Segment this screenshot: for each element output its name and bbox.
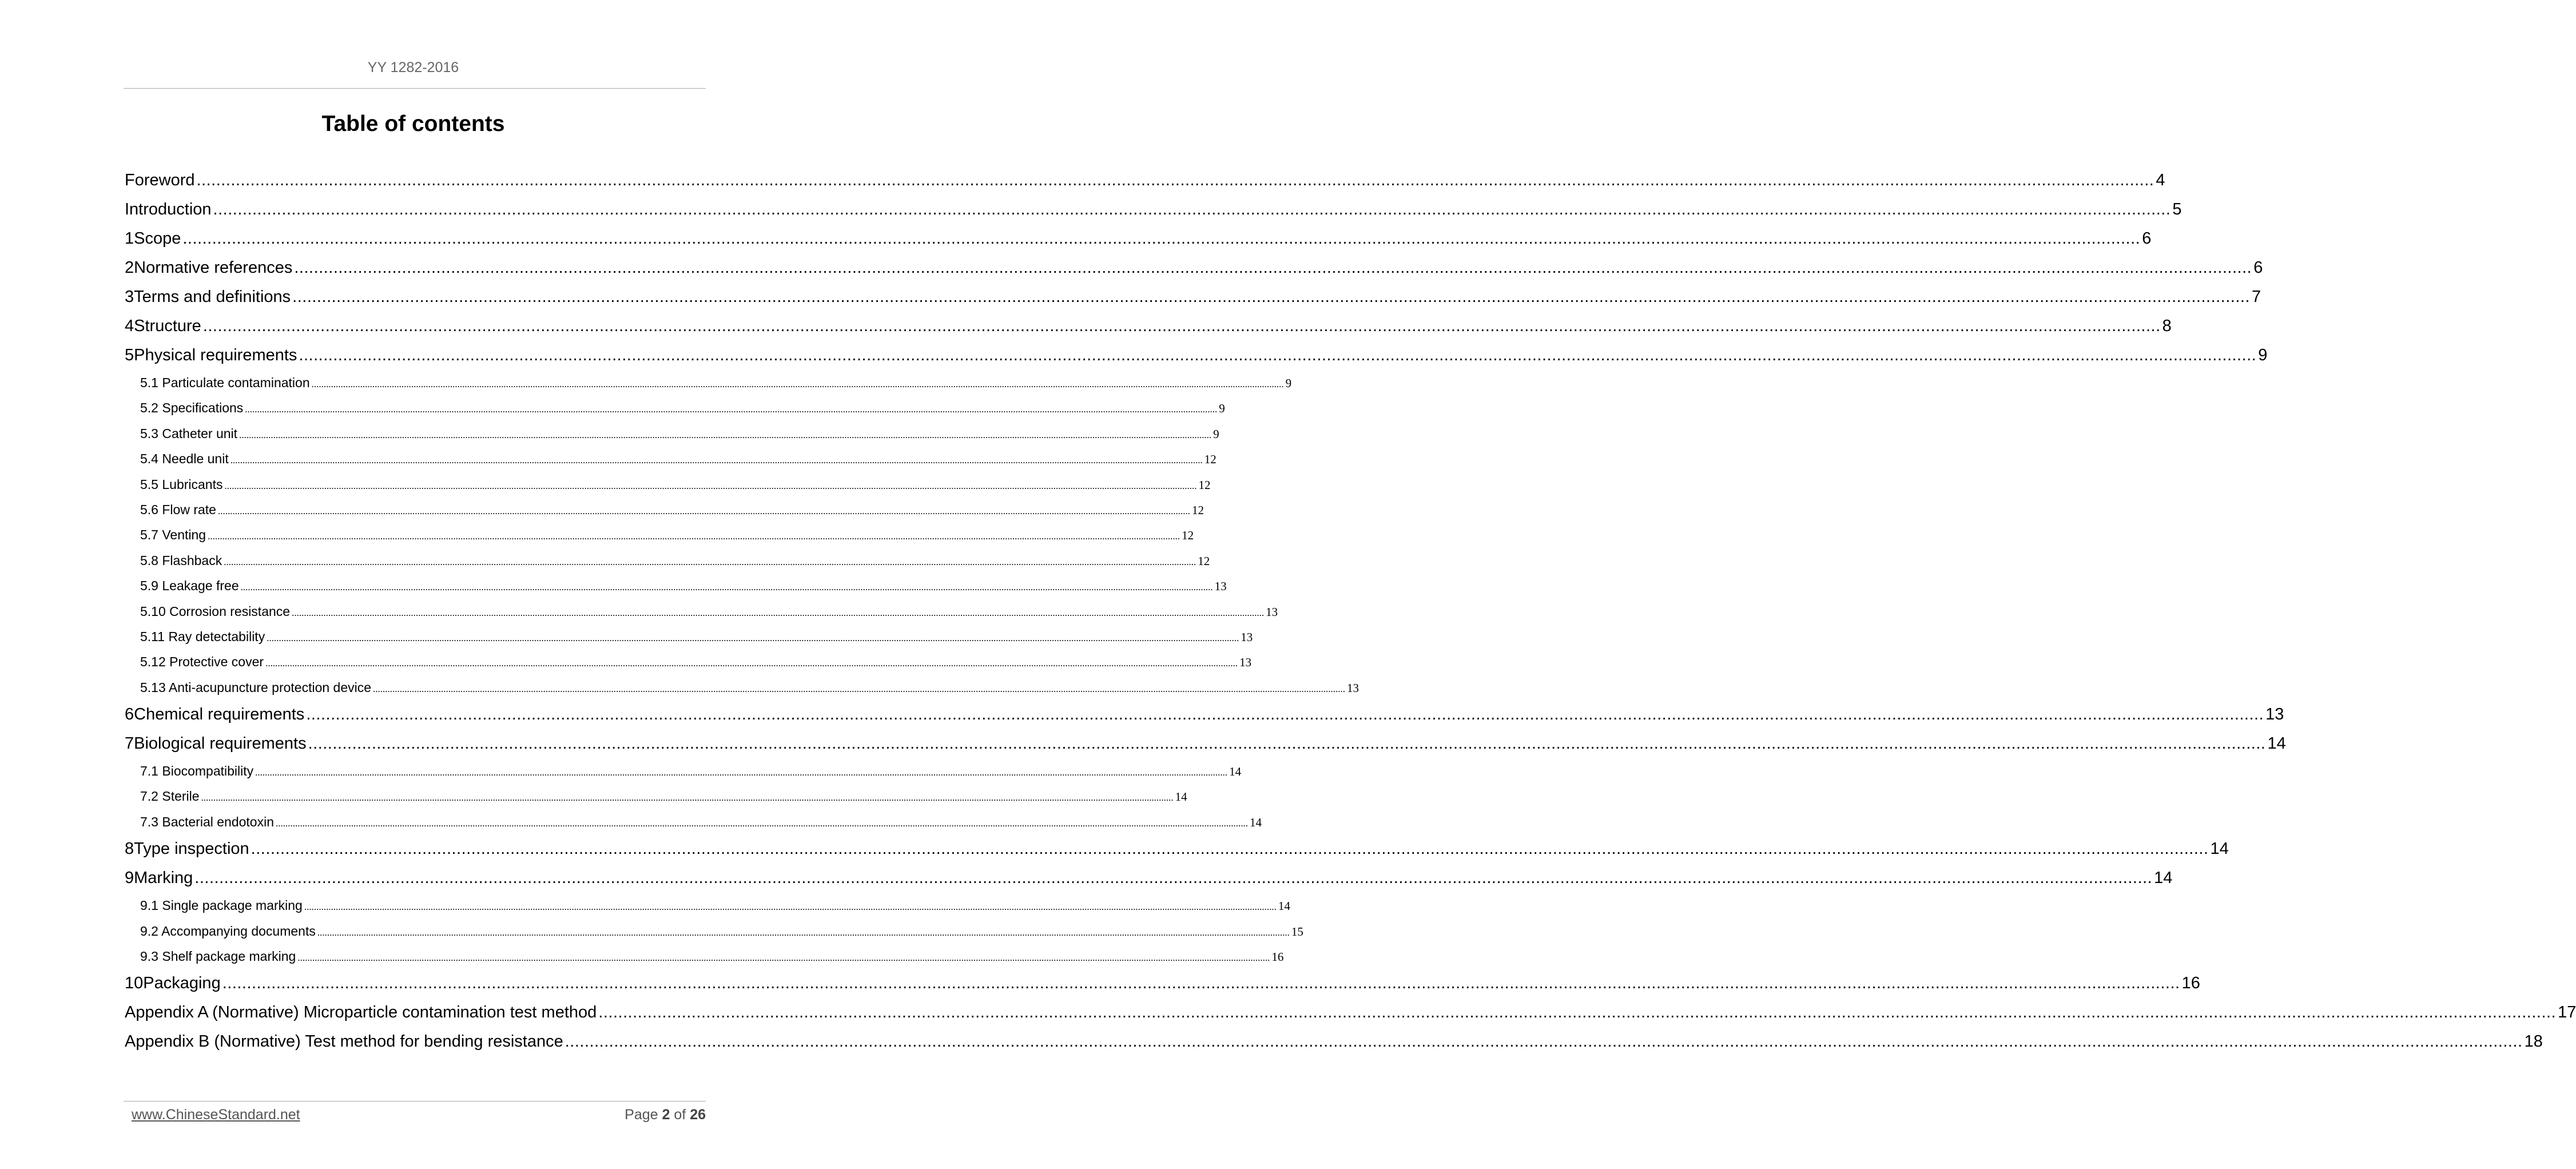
toc-entry[interactable]	[125, 918, 1303, 944]
toc-entry-number: 7	[125, 734, 134, 753]
toc-entry-page-number: 13	[2265, 705, 2284, 724]
dot-leader: ................................................................................................................................................................................................................................................................................................................................................................................................................	[208, 531, 1180, 542]
toc-entry[interactable]	[125, 624, 1253, 649]
toc-entry[interactable]	[125, 969, 2200, 998]
toc-entry-number: 2	[125, 259, 134, 277]
dot-leader: ................................................................................................................................................................................................................................................................................................................................................................................................................	[308, 734, 2266, 753]
toc-entry-page-number: 16	[2181, 974, 2200, 993]
toc-entry-title: 5.5 Lubricants	[140, 476, 223, 492]
toc-entry-page-number: 17	[2558, 1003, 2576, 1022]
toc-entry-page-number: 5	[2172, 200, 2182, 218]
toc-entry-title: Scope	[134, 229, 181, 248]
toc-entry-number: 8	[125, 840, 134, 858]
toc-entry-page-number: 16	[1271, 950, 1284, 964]
toc-entry-title: 9.2 Accompanying documents	[140, 923, 316, 939]
dot-leader: ................................................................................................................................................................................................................................................................................................................................................................................................................	[222, 974, 2180, 993]
toc-entry[interactable]	[125, 1027, 2543, 1056]
toc-entry[interactable]	[125, 998, 2576, 1027]
toc-entry[interactable]	[125, 809, 1262, 834]
toc-entry-title: Normative references	[134, 259, 293, 277]
toc-entry-number: 4	[125, 317, 134, 335]
toc-entry-page-number: 9	[1285, 376, 1292, 390]
toc-entry-page-number: 13	[1214, 579, 1227, 594]
toc-entry[interactable]	[125, 649, 1252, 674]
dot-leader: ................................................................................................................................................................................................................................................................................................................................................................................................................	[217, 505, 1190, 516]
toc-entry-number: 3	[125, 288, 134, 306]
toc-entry-page-number: 12	[1198, 478, 1211, 492]
dot-leader: ................................................................................................................................................................................................................................................................................................................................................................................................................	[598, 1003, 2557, 1022]
toc-entry-title: Introduction	[125, 200, 212, 218]
dot-leader: ................................................................................................................................................................................................................................................................................................................................................................................................................	[224, 480, 1197, 491]
toc-entry-page-number: 6	[2142, 229, 2152, 248]
toc-entry[interactable]	[125, 729, 2286, 758]
toc-entry-title: 5.10 Corrosion resistance	[140, 603, 291, 619]
dot-leader: ................................................................................................................................................................................................................................................................................................................................................................................................................	[240, 582, 1213, 593]
toc-entry-page-number: 14	[1175, 790, 1187, 804]
toc-entry-title: Terms and definitions	[134, 288, 291, 306]
current-page-number: 2	[662, 1107, 670, 1123]
toc-entry-title: 5.13 Anti-acupuncture protection device	[140, 679, 372, 695]
toc-entry-number: 1	[125, 229, 134, 248]
toc-entry-title: Packaging	[143, 974, 221, 993]
dot-leader: ................................................................................................................................................................................................................................................................................................................................................................................................................	[276, 817, 1248, 829]
toc-entry-page-number: 4	[2156, 171, 2165, 189]
toc-entry[interactable]	[125, 893, 1290, 918]
toc-entry[interactable]	[125, 573, 1227, 598]
toc-entry[interactable]	[125, 312, 2172, 341]
toc-entry[interactable]	[125, 864, 2173, 893]
page-of-label: of	[674, 1107, 686, 1123]
toc-entry-title: 5.3 Catheter unit	[140, 426, 238, 441]
toc-entry-page-number: 6	[2253, 259, 2263, 277]
toc-entry-title: 5.2 Specifications	[140, 400, 244, 416]
dot-leader: ................................................................................................................................................................................................................................................................................................................................................................................................................	[265, 658, 1238, 669]
dot-leader: ................................................................................................................................................................................................................................................................................................................................................................................................................	[304, 901, 1277, 913]
toc-entry-title: 5.7 Venting	[140, 527, 206, 543]
footer-divider	[124, 1101, 706, 1102]
toc-entry-number: 10	[125, 974, 144, 993]
toc-entry-title: 5.12 Protective cover	[140, 654, 264, 670]
dot-leader: ................................................................................................................................................................................................................................................................................................................................................................................................................	[317, 927, 1290, 938]
toc-entry-title: Physical requirements	[134, 346, 297, 364]
toc-entry-title: 5.6 Flow rate	[140, 502, 216, 517]
toc-entry-title: 7.2 Sterile	[140, 789, 200, 804]
toc-entry-page-number: 12	[1182, 528, 1194, 543]
toc-entry[interactable]	[125, 472, 1211, 497]
toc-entry-title: Biological requirements	[134, 734, 307, 753]
header-divider	[124, 88, 706, 89]
toc-entry[interactable]	[125, 370, 1292, 395]
dot-leader: ................................................................................................................................................................................................................................................................................................................................................................................................................	[311, 379, 1284, 389]
dot-leader: ................................................................................................................................................................................................................................................................................................................................................................................................................	[202, 317, 2161, 335]
dot-leader: ................................................................................................................................................................................................................................................................................................................................................................................................................	[267, 632, 1239, 643]
toc-entry[interactable]	[125, 834, 2229, 864]
toc-entry[interactable]	[125, 497, 1204, 522]
dot-leader: ................................................................................................................................................................................................................................................................................................................................................................................................................	[565, 1032, 2523, 1051]
toc-entry[interactable]	[125, 446, 1217, 471]
dot-leader: ................................................................................................................................................................................................................................................................................................................................................................................................................	[255, 767, 1228, 778]
dot-leader: ................................................................................................................................................................................................................................................................................................................................................................................................................	[224, 556, 1196, 567]
toc-entry-page-number: 14	[1250, 815, 1262, 829]
toc-entry-page-number: 13	[1239, 655, 1252, 670]
table-of-contents	[125, 166, 2576, 1056]
toc-entry[interactable]	[125, 944, 1284, 969]
toc-entry[interactable]	[125, 195, 2182, 224]
toc-entry-title: 5.4 Needle unit	[140, 451, 229, 467]
toc-entry-page-number: 8	[2162, 317, 2172, 335]
dot-leader: ................................................................................................................................................................................................................................................................................................................................................................................................................	[251, 840, 2209, 858]
toc-entry[interactable]	[125, 599, 1278, 624]
toc-entry-number: 5	[125, 346, 134, 364]
toc-entry[interactable]	[125, 283, 2261, 312]
toc-entry[interactable]	[125, 224, 2152, 253]
toc-entry-number: 6	[125, 705, 134, 724]
document-code-header: YY 1282-2016	[367, 59, 459, 75]
toc-entry-page-number: 14	[2267, 734, 2286, 753]
toc-entry[interactable]	[125, 341, 2268, 370]
toc-entry-page-number: 9	[1219, 401, 1225, 416]
toc-entry-title: Foreword	[125, 171, 195, 189]
dot-leader: ................................................................................................................................................................................................................................................................................................................................................................................................................	[373, 683, 1346, 694]
toc-entry-title: 9.1 Single package marking	[140, 898, 303, 913]
toc-entry[interactable]	[125, 395, 1225, 420]
page-title: Table of contents	[321, 112, 505, 136]
dot-leader: ................................................................................................................................................................................................................................................................................................................................................................................................................	[292, 607, 1265, 618]
toc-entry-page-number: 13	[1241, 630, 1253, 644]
website-link[interactable]: www.ChineseStandard.net	[132, 1107, 300, 1123]
dot-leader: ................................................................................................................................................................................................................................................................................................................................................................................................................	[230, 455, 1203, 466]
toc-entry-page-number: 9	[2258, 346, 2268, 364]
toc-entry-page-number: 14	[1229, 765, 1242, 779]
dot-leader: ................................................................................................................................................................................................................................................................................................................................................................................................................	[239, 429, 1212, 440]
toc-entry-title: 5.11 Ray detectability	[140, 629, 265, 644]
toc-entry[interactable]	[125, 675, 1359, 700]
toc-entry-page-number: 15	[1291, 924, 1303, 939]
toc-entry[interactable]	[125, 784, 1187, 809]
dot-leader: ................................................................................................................................................................................................................................................................................................................................................................................................................	[292, 288, 2251, 306]
toc-entry-title: 5.1 Particulate contamination	[140, 375, 310, 390]
dot-leader: ................................................................................................................................................................................................................................................................................................................................................................................................................	[194, 869, 2153, 888]
toc-entry-page-number: 12	[1191, 503, 1204, 517]
toc-entry[interactable]	[125, 421, 1219, 446]
toc-entry-title: 9.3 Shelf package marking	[140, 949, 296, 964]
total-pages-number: 26	[690, 1107, 706, 1123]
dot-leader: ................................................................................................................................................................................................................................................................................................................................................................................................................	[182, 229, 2141, 248]
toc-entry-title: Structure	[134, 317, 201, 335]
toc-entry[interactable]	[125, 166, 2165, 195]
toc-entry[interactable]	[125, 758, 1242, 784]
toc-entry-title: 7.1 Biocompatibility	[140, 764, 254, 779]
dot-leader: ................................................................................................................................................................................................................................................................................................................................................................................................................	[294, 259, 2252, 277]
toc-entry-title: Appendix A (Normative) Microparticle contamination test method	[125, 1003, 597, 1022]
toc-entry-title: Appendix B (Normative) Test method for bending resistance	[125, 1032, 563, 1051]
toc-entry-title: Type inspection	[134, 840, 249, 858]
toc-entry-page-number: 7	[2252, 288, 2261, 306]
dot-leader: ................................................................................................................................................................................................................................................................................................................................................................................................................	[245, 404, 1218, 415]
toc-entry-title: 7.3 Bacterial endotoxin	[140, 814, 274, 829]
toc-entry-page-number: 13	[1347, 681, 1359, 695]
page-label: Page	[625, 1107, 658, 1123]
toc-entry-page-number: 18	[2524, 1032, 2543, 1051]
dot-leader: ................................................................................................................................................................................................................................................................................................................................................................................................................	[201, 792, 1174, 804]
toc-entry-page-number: 12	[1198, 554, 1210, 568]
toc-entry-title: 5.8 Flashback	[140, 552, 222, 568]
dot-leader: ................................................................................................................................................................................................................................................................................................................................................................................................................	[299, 346, 2257, 364]
dot-leader: ................................................................................................................................................................................................................................................................................................................................................................................................................	[196, 171, 2154, 189]
toc-entry[interactable]	[125, 253, 2263, 283]
toc-entry-page-number: 14	[1278, 899, 1290, 913]
toc-entry-title: Chemical requirements	[134, 705, 305, 724]
toc-entry-title: Marking	[134, 869, 193, 888]
page-indicator	[625, 1107, 706, 1123]
toc-entry[interactable]	[125, 700, 2284, 729]
toc-entry[interactable]	[125, 548, 1210, 573]
toc-entry-page-number: 13	[1266, 605, 1278, 619]
toc-entry-title: 5.9 Leakage free	[140, 578, 239, 594]
dot-leader: ................................................................................................................................................................................................................................................................................................................................................................................................................	[306, 705, 2264, 724]
toc-entry-page-number: 14	[2210, 840, 2229, 858]
dot-leader: ................................................................................................................................................................................................................................................................................................................................................................................................................	[297, 952, 1270, 964]
toc-entry[interactable]	[125, 522, 1194, 547]
toc-entry-number: 9	[125, 869, 134, 888]
toc-entry-page-number: 9	[1213, 427, 1219, 441]
dot-leader: ................................................................................................................................................................................................................................................................................................................................................................................................................	[213, 200, 2171, 218]
toc-entry-page-number: 14	[2154, 869, 2173, 888]
toc-entry-page-number: 12	[1204, 452, 1217, 467]
